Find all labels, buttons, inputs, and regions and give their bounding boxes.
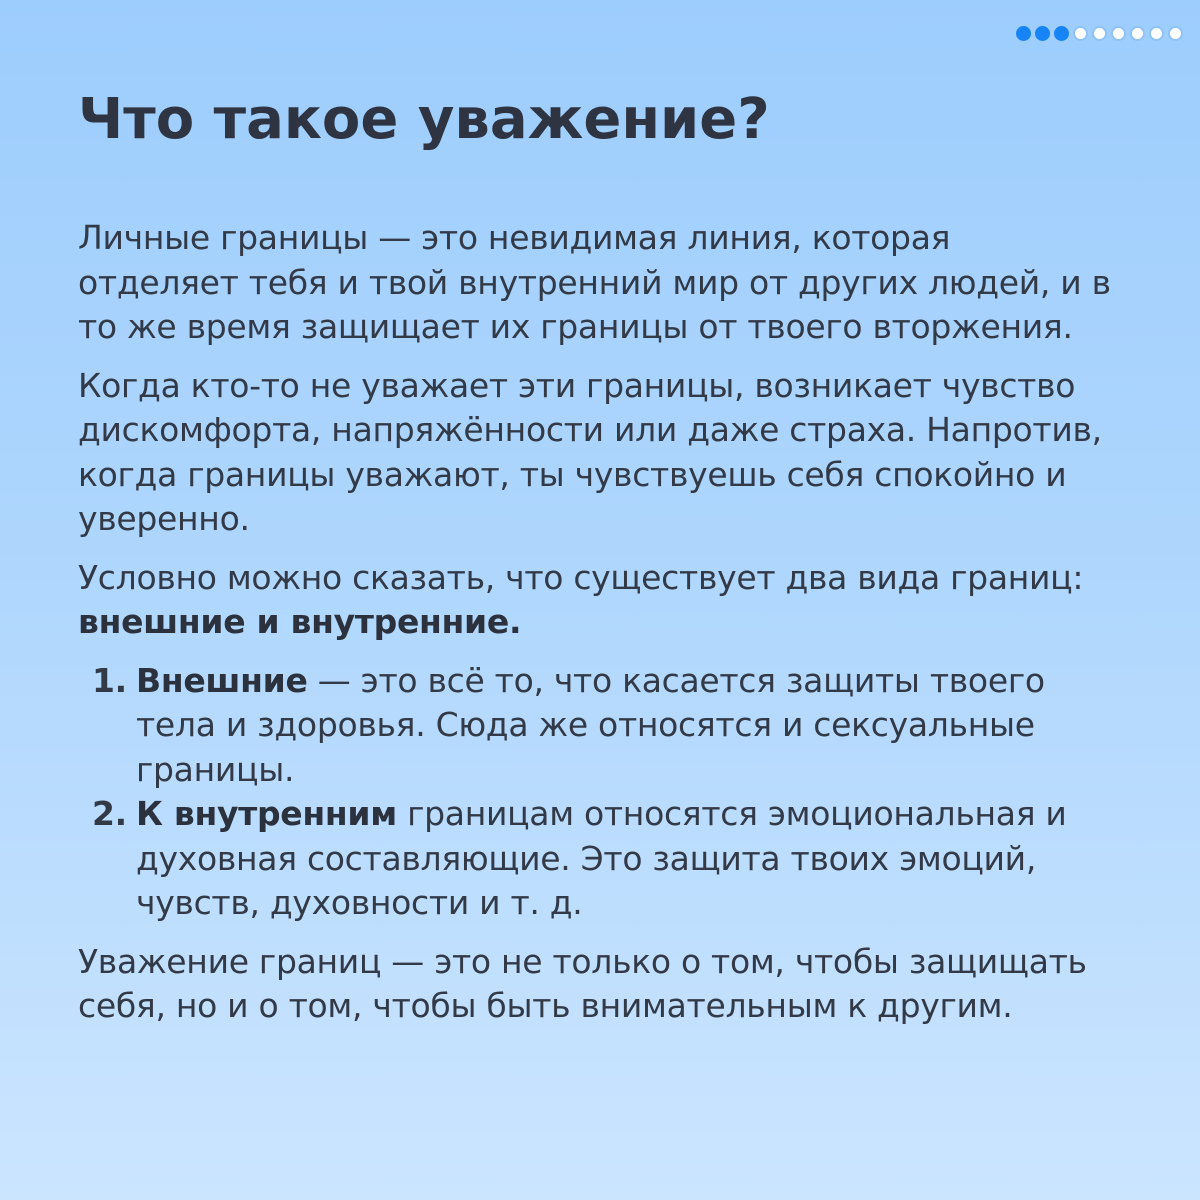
list-item-number: 1. [92,660,127,700]
list-item-number: 2. [92,794,127,833]
page-dot-inactive [1149,26,1164,41]
paragraph-closing: Уважение границ — это не только о том, чтобы защищать себя, но и о том, чтобы быть внимательным к другим. [78,941,1087,1025]
list-item-term: Внешние [136,660,308,700]
page-dot-active [1016,26,1031,41]
page-dot-inactive [1073,26,1088,41]
paragraph-types-intro [78,556,1118,645]
list-item-text: границам относятся эмоциональная и духовная составляющие. Это защита твоих эмоций, чувств, духовности и т. д. [136,794,1067,922]
page-dot-inactive [1168,26,1183,41]
page-title: Что такое уважение? [78,87,770,152]
list-item-term: К внутренним [136,794,397,833]
list-item [78,792,1118,926]
page-dot-inactive [1092,26,1107,41]
list-item [78,659,1118,793]
article-body [78,216,1118,1043]
boundary-types-list [78,659,1118,926]
types-intro-bold: внешние и внутренние. [78,602,522,641]
list-item-text: — это всё то, что касается защиты твоего тела и здоровья. Сюда же относятся и сексуальные границы. [136,660,1045,789]
types-intro-text: Условно можно сказать, что существует два вида границ: [78,557,1084,597]
page-dot-inactive [1130,26,1145,41]
page-dot-active [1054,26,1069,41]
paragraph-personal-boundaries: Личные границы — это невидимая линия, которая отделяет тебя и твой внутренний мир от других людей, и в то же время защищает их границы от твоего вторжения. [78,218,1111,346]
page-indicator [1016,26,1183,41]
paragraph-disrespect: Когда кто-то не уважает эти границы, возникает чувство дискомфорта, напряжённости или даже страха. Напротив, когда границы уважают, ты чувствуешь себя спокойно и уверенно. [78,365,1102,538]
page-dot-active [1035,26,1050,41]
page-dot-inactive [1111,26,1126,41]
